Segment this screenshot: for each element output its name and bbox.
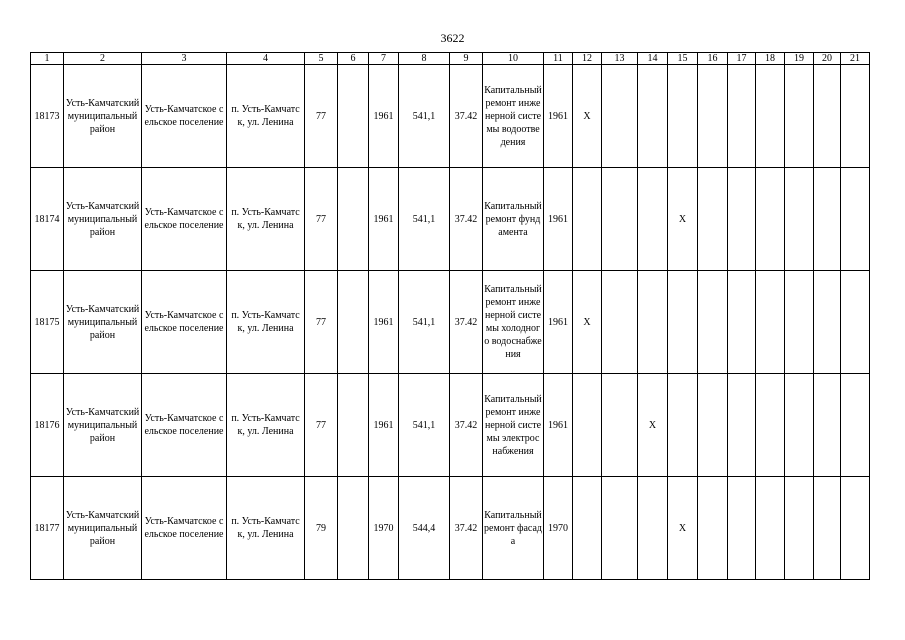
cell-mark-col-20 — [814, 65, 841, 168]
cell-district: Усть-Камчатский муниципальный район — [64, 168, 142, 271]
table-row — [31, 477, 870, 580]
cell-id: 18176 — [31, 374, 64, 477]
registry-table — [30, 52, 870, 580]
cell-work-type: Капитальный ремонт инженерной системы холодного водоснабжения — [483, 271, 544, 374]
cell-settlement: Усть-Камчатское сельское поселение — [142, 65, 227, 168]
column-number-8: 8 — [399, 53, 450, 65]
cell-mark-col-13 — [602, 65, 638, 168]
cell-address: п. Усть-Камчатск, ул. Ленина — [227, 477, 305, 580]
cell-settlement: Усть-Камчатское сельское поселение — [142, 271, 227, 374]
cell-mark-col-14 — [638, 65, 668, 168]
cell-mark-col-18 — [756, 168, 785, 271]
cell-area: 541,1 — [399, 374, 450, 477]
cell-mark-col-14: X — [638, 374, 668, 477]
cell-mark-col-12 — [573, 374, 602, 477]
cell-house-number: 77 — [305, 168, 338, 271]
cell-col-6 — [338, 374, 369, 477]
column-number-13: 13 — [602, 53, 638, 65]
cell-house-number: 79 — [305, 477, 338, 580]
column-number-14: 14 — [638, 53, 668, 65]
cell-area: 541,1 — [399, 65, 450, 168]
cell-work-type: Капитальный ремонт инженерной системы водоотведения — [483, 65, 544, 168]
table-row — [31, 271, 870, 374]
cell-address: п. Усть-Камчатск, ул. Ленина — [227, 271, 305, 374]
cell-mark-col-21 — [841, 271, 870, 374]
column-number-4: 4 — [227, 53, 305, 65]
cell-mark-col-20 — [814, 168, 841, 271]
cell-mark-col-19 — [785, 271, 814, 374]
cell-mark-col-19 — [785, 374, 814, 477]
cell-house-number: 77 — [305, 374, 338, 477]
cell-address: п. Усть-Камчатск, ул. Ленина — [227, 374, 305, 477]
cell-col-6 — [338, 271, 369, 374]
cell-house-number: 77 — [305, 271, 338, 374]
table-row — [31, 65, 870, 168]
column-number-row — [31, 53, 870, 65]
column-number-20: 20 — [814, 53, 841, 65]
cell-work-type: Капитальный ремонт инженерной системы электроснабжения — [483, 374, 544, 477]
page-number: 3622 — [440, 31, 465, 45]
cell-col-6 — [338, 168, 369, 271]
cell-col-6 — [338, 65, 369, 168]
cell-mark-col-16 — [698, 168, 728, 271]
column-number-17: 17 — [728, 53, 756, 65]
cell-year-built: 1961 — [369, 374, 399, 477]
cell-mark-col-16 — [698, 65, 728, 168]
cell-mark-col-12: X — [573, 65, 602, 168]
cell-id: 18175 — [31, 271, 64, 374]
cell-mark-col-18 — [756, 374, 785, 477]
cell-mark-col-18 — [756, 271, 785, 374]
column-number-16: 16 — [698, 53, 728, 65]
cell-address: п. Усть-Камчатск, ул. Ленина — [227, 168, 305, 271]
cell-mark-col-12: X — [573, 271, 602, 374]
column-number-7: 7 — [369, 53, 399, 65]
cell-work-type: Капитальный ремонт фундамента — [483, 168, 544, 271]
cell-address: п. Усть-Камчатск, ул. Ленина — [227, 65, 305, 168]
column-number-12: 12 — [573, 53, 602, 65]
cell-mark-col-13 — [602, 477, 638, 580]
cell-mark-col-18 — [756, 65, 785, 168]
cell-settlement: Усть-Камчатское сельское поселение — [142, 374, 227, 477]
cell-mark-col-17 — [728, 271, 756, 374]
cell-settlement: Усть-Камчатское сельское поселение — [142, 168, 227, 271]
cell-id: 18174 — [31, 168, 64, 271]
cell-district: Усть-Камчатский муниципальный район — [64, 271, 142, 374]
cell-settlement: Усть-Камчатское сельское поселение — [142, 477, 227, 580]
cell-wear: 37.42 — [450, 65, 483, 168]
cell-mark-col-17 — [728, 65, 756, 168]
cell-mark-col-12 — [573, 477, 602, 580]
cell-year-built: 1970 — [369, 477, 399, 580]
cell-mark-col-16 — [698, 271, 728, 374]
column-number-10: 10 — [483, 53, 544, 65]
column-number-21: 21 — [841, 53, 870, 65]
cell-mark-col-15 — [668, 65, 698, 168]
cell-area: 541,1 — [399, 168, 450, 271]
cell-mark-col-20 — [814, 271, 841, 374]
cell-mark-col-15 — [668, 374, 698, 477]
cell-mark-col-17 — [728, 168, 756, 271]
cell-mark-col-14 — [638, 477, 668, 580]
cell-id: 18177 — [31, 477, 64, 580]
cell-mark-col-15 — [668, 271, 698, 374]
cell-mark-col-19 — [785, 168, 814, 271]
cell-mark-col-12 — [573, 168, 602, 271]
cell-mark-col-19 — [785, 65, 814, 168]
cell-wear: 37.42 — [450, 271, 483, 374]
table-body — [31, 65, 870, 580]
cell-mark-col-17 — [728, 477, 756, 580]
cell-mark-col-13 — [602, 374, 638, 477]
cell-mark-col-21 — [841, 374, 870, 477]
cell-year-built: 1961 — [369, 271, 399, 374]
cell-mark-col-14 — [638, 168, 668, 271]
cell-year-built: 1961 — [369, 65, 399, 168]
cell-area: 544,4 — [399, 477, 450, 580]
cell-mark-col-20 — [814, 477, 841, 580]
cell-year-work: 1961 — [544, 168, 573, 271]
cell-year-work: 1961 — [544, 271, 573, 374]
cell-mark-col-21 — [841, 65, 870, 168]
column-number-9: 9 — [450, 53, 483, 65]
cell-mark-col-16 — [698, 477, 728, 580]
table-row — [31, 374, 870, 477]
column-number-18: 18 — [756, 53, 785, 65]
cell-work-type: Капитальный ремонт фасада — [483, 477, 544, 580]
cell-mark-col-18 — [756, 477, 785, 580]
column-number-19: 19 — [785, 53, 814, 65]
cell-district: Усть-Камчатский муниципальный район — [64, 65, 142, 168]
cell-id: 18173 — [31, 65, 64, 168]
column-number-5: 5 — [305, 53, 338, 65]
column-number-6: 6 — [338, 53, 369, 65]
cell-wear: 37.42 — [450, 477, 483, 580]
cell-mark-col-15: X — [668, 168, 698, 271]
column-number-15: 15 — [668, 53, 698, 65]
cell-year-work: 1961 — [544, 374, 573, 477]
cell-year-work: 1961 — [544, 65, 573, 168]
cell-mark-col-13 — [602, 168, 638, 271]
cell-mark-col-17 — [728, 374, 756, 477]
cell-wear: 37.42 — [450, 374, 483, 477]
cell-col-6 — [338, 477, 369, 580]
cell-mark-col-19 — [785, 477, 814, 580]
cell-year-work: 1970 — [544, 477, 573, 580]
cell-house-number: 77 — [305, 65, 338, 168]
column-number-11: 11 — [544, 53, 573, 65]
cell-mark-col-20 — [814, 374, 841, 477]
column-number-1: 1 — [31, 53, 64, 65]
cell-wear: 37.42 — [450, 168, 483, 271]
table-row — [31, 168, 870, 271]
cell-mark-col-15: X — [668, 477, 698, 580]
cell-mark-col-14 — [638, 271, 668, 374]
cell-mark-col-16 — [698, 374, 728, 477]
cell-area: 541,1 — [399, 271, 450, 374]
cell-district: Усть-Камчатский муниципальный район — [64, 477, 142, 580]
cell-district: Усть-Камчатский муниципальный район — [64, 374, 142, 477]
cell-mark-col-13 — [602, 271, 638, 374]
cell-mark-col-21 — [841, 477, 870, 580]
column-number-2: 2 — [64, 53, 142, 65]
column-number-3: 3 — [142, 53, 227, 65]
cell-mark-col-21 — [841, 168, 870, 271]
cell-year-built: 1961 — [369, 168, 399, 271]
